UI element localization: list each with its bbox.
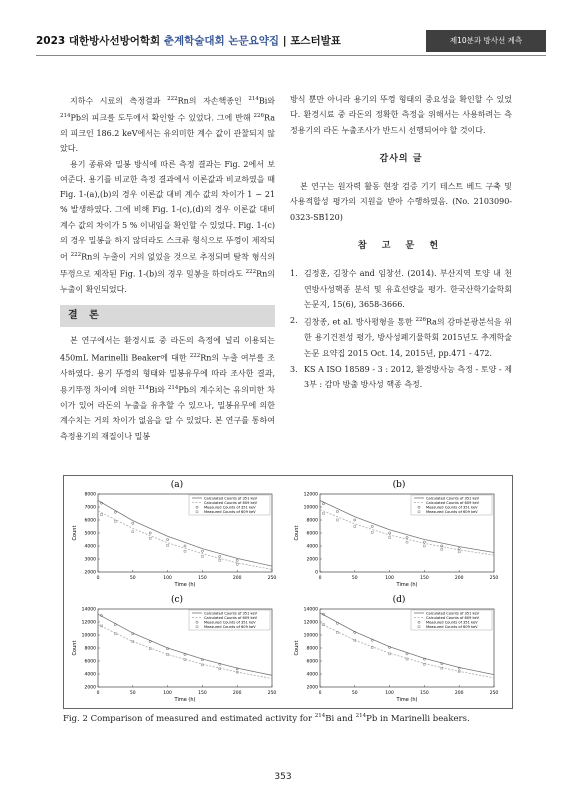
left-column [60, 92, 275, 444]
x-tick-label: 150 [198, 576, 207, 581]
y-tick-label: 2000 [306, 685, 318, 691]
series-line [98, 625, 272, 679]
paragraph: 방식 뿐만 아니라 용기의 뚜껑 형태의 중요성을 확인할 수 있었다. 환경시료 중 라돈의 정확한 측정을 위해서는 사용하려는 측정용기의 라돈 누출조사가 반드시 선행되어야 할 것이다. [290, 95, 512, 135]
section-tag: 제10분과 방사선 계측 [426, 30, 546, 52]
y-axis-label: Count [294, 525, 300, 541]
data-point [336, 519, 338, 521]
legend-label: Calculated Counts of 609 keV [204, 501, 258, 505]
x-tick-label: 50 [129, 691, 136, 696]
reference-number: 2. [290, 316, 298, 326]
superscript: 214 [60, 112, 71, 119]
data-point [132, 531, 134, 533]
data-point [354, 519, 356, 521]
y-axis-label: Count [72, 640, 78, 656]
x-tick-label: 150 [198, 691, 207, 696]
reference-superscript: 226 [415, 317, 426, 324]
data-point [184, 550, 186, 552]
legend-label: Calculated Counts of 609 keV [204, 616, 258, 620]
y-tick-label: 8000 [306, 518, 318, 524]
superscript: 214 [138, 385, 149, 392]
superscript: 222 [70, 252, 82, 259]
chart-a [68, 478, 286, 590]
y-tick-label: 2000 [84, 570, 96, 576]
reference-number: 1. [290, 269, 298, 279]
y-tick-label: 6000 [84, 518, 96, 524]
caption-text: Bi and [325, 713, 356, 724]
figure-frame [63, 475, 513, 709]
y-tick-label: 2000 [84, 685, 96, 691]
legend-swatch [418, 506, 420, 508]
chart-d [290, 593, 508, 705]
x-tick-label: 0 [318, 691, 322, 696]
data-point [149, 537, 151, 539]
superscript: 222 [167, 96, 178, 102]
running-title-prefix: 2023 대한방사선방어학회 [36, 35, 164, 47]
x-tick-label: 0 [96, 691, 100, 696]
legend-label: Measured Counts of 351 keV [204, 620, 256, 625]
y-tick-label: 2000 [306, 557, 318, 563]
running-title-em: 춘계학술대회 논문요약집 [163, 35, 280, 47]
legend-label: Measured Counts of 351 keV [204, 505, 256, 510]
y-tick-label: 4000 [84, 672, 96, 678]
data-point [167, 538, 169, 540]
acknowledgement-text: 본 연구는 원자력 활동 현장 검증 기기 테스트 베드 구축 및 사용적합성 평가의 지원을 받아 수행하였음. (No. 2103090-0323-SB120) [290, 182, 512, 222]
reference-text: 김창종, et al. 방사평형을 통한 [304, 317, 416, 327]
y-tick-label: 14000 [81, 607, 96, 613]
legend-swatch [418, 511, 420, 513]
acknowledgement-heading: 감사의 글 [379, 153, 423, 164]
data-point [336, 510, 338, 512]
data-point [184, 545, 186, 547]
chart-title: (d) [392, 595, 406, 605]
y-axis-label: Count [294, 640, 300, 656]
reference-number: 3. [290, 364, 298, 374]
paragraph: 지하수 시료의 측정결과 $^{222}$Rn의 자손핵종인 $^{214}$Bi와 $^{214}$Pb의 피크를 도두에서 확인할 수 있었다. 그에 반해 $^{226}$Ra의 피크인 186.2 keV에서는 유의미한 계수 값이 관찰되지 않았다. [60, 96, 275, 154]
y-tick-label: 10000 [303, 633, 318, 639]
caption-superscript: 214 [314, 713, 326, 719]
data-point [236, 563, 238, 565]
legend-label: Measured Counts of 351 keV [426, 505, 478, 510]
x-axis-label: Time (h) [396, 697, 418, 703]
legend-label: Measured Counts of 351 keV [426, 620, 478, 625]
reference-item [290, 313, 512, 361]
x-tick-label: 200 [232, 576, 242, 581]
data-point [114, 511, 116, 513]
caption-text: Pb in Marinelli beakers. [366, 713, 470, 724]
legend-label: Measured Counts of 609 keV [204, 510, 256, 515]
y-axis-label: Count [72, 525, 78, 541]
data-point [236, 559, 238, 561]
header-divider [36, 55, 546, 56]
x-tick-label: 50 [129, 576, 136, 581]
figure-caption [63, 713, 470, 724]
chart-c [68, 593, 286, 705]
y-tick-label: 4000 [84, 544, 96, 550]
x-axis-label: Time (h) [174, 582, 196, 588]
y-tick-label: 10000 [81, 633, 96, 639]
legend-swatch [418, 621, 420, 623]
legend-label: Calculated Counts of 351 keV [204, 496, 258, 501]
x-tick-label: 50 [351, 576, 358, 581]
data-point [132, 522, 134, 524]
legend-swatch [196, 506, 198, 508]
data-point [219, 559, 221, 561]
reference-text: KS A ISO 18589 - 3 : 2012, 환경방사능 측정 - 토양 - 제 3부 : 감마 방출 방사성 핵종 측정. [304, 364, 512, 390]
y-tick-label: 0 [315, 570, 318, 576]
data-point [458, 548, 460, 550]
data-point [371, 531, 373, 533]
x-tick-label: 150 [420, 691, 429, 696]
x-tick-label: 200 [232, 691, 242, 696]
y-tick-label: 12000 [303, 620, 318, 626]
data-point [354, 526, 356, 528]
y-tick-label: 8000 [84, 492, 96, 498]
x-tick-label: 200 [454, 691, 464, 696]
reference-item [290, 266, 512, 312]
data-point [423, 545, 425, 547]
legend-swatch [196, 511, 198, 513]
y-tick-label: 8000 [84, 646, 96, 652]
x-tick-label: 100 [385, 691, 394, 696]
data-point [167, 544, 169, 546]
reference-item [290, 362, 512, 393]
reference-list [290, 266, 512, 392]
data-point [100, 514, 102, 516]
x-tick-label: 100 [163, 576, 172, 581]
data-point [458, 551, 460, 553]
data-point [441, 548, 443, 550]
x-axis-label: Time (h) [396, 582, 418, 588]
x-axis-label: Time (h) [174, 697, 196, 703]
x-tick-label: 250 [489, 691, 499, 696]
page-header [36, 30, 546, 52]
superscript: 226 [253, 112, 265, 119]
legend-label: Measured Counts of 609 keV [426, 510, 478, 515]
x-tick-label: 250 [267, 691, 277, 696]
data-point [389, 537, 391, 539]
y-tick-label: 3000 [84, 557, 96, 563]
superscript: 214 [248, 96, 259, 102]
legend-label: Calculated Counts of 351 keV [426, 611, 480, 616]
page-number: 353 [274, 772, 292, 782]
y-tick-label: 5000 [84, 531, 96, 537]
right-column [290, 92, 512, 393]
chart-title: (c) [170, 595, 184, 605]
y-tick-label: 12000 [81, 620, 96, 626]
x-tick-label: 200 [454, 576, 464, 581]
y-tick-label: 6000 [306, 659, 318, 665]
data-point [423, 541, 425, 543]
x-tick-label: 0 [318, 576, 322, 581]
paragraph: 용기 종류와 밀봉 방식에 따른 측정 결과는 Fig. 2에서 보여준다. 용기를 비교한 측정 결과에서 이론값과 비교하였을 때 Fig. 1-(a),(b)의 경우 이론값 대비 계수 값의 차이가 1 ~ 21 % 발생하였다. 그에 비해 Fig. 1-(c),(d)의 경우 이론값 대비 계수 값의 차이가 5 % 이내임을 확인할 수 있었다. Fig. 1-(c)의 경우 밀봉을 하지 않더라도 스크류 형식으로 뚜껑이 제작되어 $^{222}$Rn의 누출이 거의 없었을 것으로 추정되며 탈착 형식의 뚜껑으로 제작된 Fig. 1-(b)의 경우 밀봉을 하더라도 $^{222}$Rn의 누출이 확인되었다. [60, 159, 275, 295]
x-tick-label: 250 [489, 576, 499, 581]
data-point [406, 536, 408, 538]
caption-text: Fig. 2 Comparison of measured and estimated activity for [63, 713, 315, 724]
y-tick-label: 7000 [84, 505, 96, 511]
legend-label: Measured Counts of 609 keV [426, 625, 478, 630]
chart-title: (b) [392, 480, 406, 490]
data-point [322, 513, 324, 515]
legend-swatch [418, 626, 420, 628]
data-point [406, 541, 408, 543]
data-point [322, 503, 324, 505]
x-tick-label: 250 [267, 576, 277, 581]
data-point [149, 532, 151, 534]
data-point [406, 653, 408, 655]
data-point [371, 525, 373, 527]
legend-label: Measured Counts of 609 keV [204, 625, 256, 630]
y-tick-label: 14000 [303, 607, 318, 613]
x-tick-label: 100 [385, 576, 394, 581]
x-tick-label: 150 [420, 576, 429, 581]
running-title [36, 33, 341, 48]
data-point [389, 532, 391, 534]
data-point [219, 555, 221, 557]
section-heading-bar [60, 305, 275, 327]
y-tick-label: 12000 [303, 492, 318, 498]
x-tick-label: 0 [96, 576, 100, 581]
legend-label: Calculated Counts of 609 keV [426, 616, 480, 620]
superscript: 222 [245, 269, 257, 276]
chart-panel-b [290, 478, 508, 590]
conclusion-heading: 결 론 [68, 310, 103, 322]
y-tick-label: 8000 [306, 646, 318, 652]
references-heading: 참 고 문 헌 [357, 241, 445, 252]
reference-text: Ra의 감마분광분석을 위한 용기건전성 평가, 방사성폐기물학회 2015년도 추계학술 논문 요약집 2015 Oct. 14, 2015년, pp.471 - 472. [304, 317, 512, 358]
y-tick-label: 6000 [306, 531, 318, 537]
superscript: 222 [189, 352, 201, 359]
paragraph: 본 연구에서는 환경시료 중 라돈의 측정에 널리 이용되는 450mL Marinelli Beaker에 대한 $^{222}$Rn의 누출 여부를 조사하였다. 용기 뚜껑의 형태와 밀봉유무에 따라 조사한 결과, 용기뚜껑 차이에 의한 $^{214}$Bi와 $^{214}$Pb의 계수치는 유의미한 차이가 있어 라돈의 누출을 유추할 수 있으나, 밀봉유무에 의한 계수치는 거의 차이가 없음을 알 수 있었다. 본 연구를 통하여 측정용기의 재질이나 밀봉 [60, 336, 275, 441]
legend-swatch [196, 621, 198, 623]
y-tick-label: 4000 [306, 672, 318, 678]
legend-label: Calculated Counts of 609 keV [426, 501, 480, 505]
x-tick-label: 100 [163, 691, 172, 696]
reference-text: 김정훈, 김창수 and 임창선. (2014). 부산지역 토양 내 천연방사성핵종 분석 및 유효선량을 평가. 한국산학기술학회논문지, 15(6), 3658-3666. [304, 269, 512, 309]
chart-b [290, 478, 508, 590]
data-point [201, 550, 203, 552]
x-tick-label: 50 [351, 691, 358, 696]
running-title-suffix: | 포스터발표 [279, 35, 341, 47]
data-point [201, 555, 203, 557]
caption-superscript: 214 [355, 713, 367, 719]
chart-title: (a) [170, 480, 184, 490]
y-tick-label: 4000 [306, 544, 318, 550]
chart-panel-c [68, 593, 286, 705]
legend-swatch [196, 626, 198, 628]
legend-label: Calculated Counts of 351 keV [426, 496, 480, 501]
superscript: 214 [167, 385, 179, 392]
chart-panel-a [68, 478, 286, 590]
y-tick-label: 6000 [84, 659, 96, 665]
legend-label: Calculated Counts of 351 keV [204, 611, 258, 616]
chart-panel-d [290, 593, 508, 705]
y-tick-label: 10000 [303, 505, 318, 511]
data-point [114, 520, 116, 522]
